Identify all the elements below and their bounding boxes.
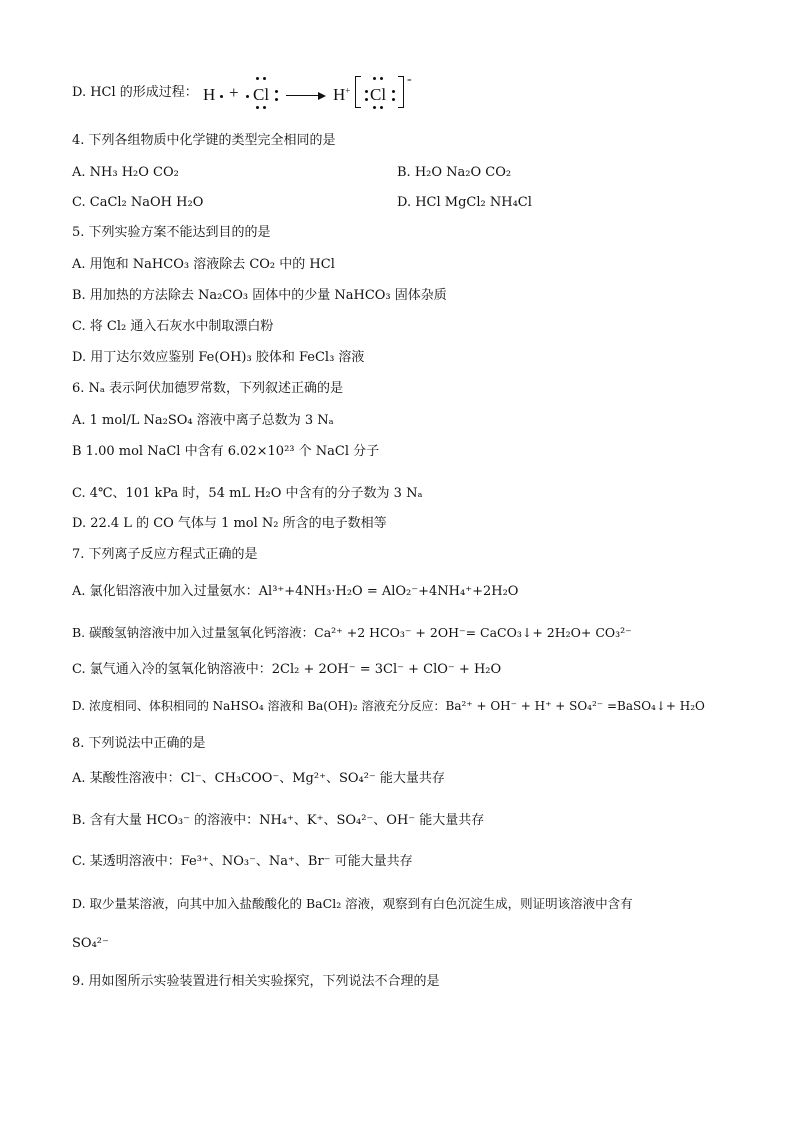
hcl-lewis-equation (200, 72, 440, 116)
q3-option-d-label: D. HCl 的形成过程： (72, 85, 198, 100)
q5-option-c: C. 将 Cl₂ 通入石灰水中制取漂白粉 (72, 319, 274, 334)
q4-option-c: C. CaCl₂ NaOH H₂O (72, 195, 204, 210)
left-bracket (355, 76, 361, 108)
q8-option-d-line1: D. 取少量某溶液，向其中加入盐酸酸化的 BaCl₂ 溶液，观察到有白色沉淀生成，则证明该溶液中含有 (72, 896, 633, 911)
q8-stem: 8. 下列说法中正确的是 (72, 736, 206, 751)
q4-stem: 4. 下列各组物质中化学键的类型完全相同的是 (72, 133, 336, 148)
cl-dot (263, 77, 266, 80)
cl-dot (263, 106, 266, 109)
cl-ion-dot (373, 77, 376, 80)
q7-option-a: A. 氯化铝溶液中加入过量氨水：Al³⁺+4NH₃·H₂O = AlO₂⁻+4NH₄⁺+2H₂O (72, 584, 519, 599)
cl-electron-dot-left (246, 95, 249, 98)
q5-option-b: B. 用加热的方法除去 Na₂CO₃ 固体中的少量 NaHCO₃ 固体杂质 (72, 288, 447, 303)
q5-option-a: A. 用饱和 NaHCO₃ 溶液除去 CO₂ 中的 HCl (72, 257, 335, 272)
plus-sign: + (229, 83, 239, 102)
cl-ion: Cl (370, 85, 387, 104)
q4-option-b: B. H₂O Na₂O CO₂ (397, 165, 512, 180)
cl-dot (256, 77, 259, 80)
q4-option-a: A. NH₃ H₂O CO₂ (72, 165, 179, 180)
q7-option-c: C. 氯气通入冷的氢氧化钠溶液中：2Cl₂ + 2OH⁻ = 3Cl⁻ + ClO⁻ + H₂O (72, 662, 502, 677)
cl-ion-dot (365, 90, 368, 93)
cl-ion-dot (392, 98, 395, 101)
q7-option-d: D. 浓度相同、体积相同的 NaHSO₄ 溶液和 Ba(OH)₂ 溶液充分反应：Ba²⁺ + OH⁻ + H⁺ + SO₄²⁻ =BaSO₄↓+ H₂O (72, 699, 705, 713)
q5-stem: 5. 下列实验方案不能达到目的的是 (72, 225, 271, 240)
cl-ion-dot (380, 106, 383, 109)
cl-atom: Cl (253, 85, 270, 104)
q6-option-a: A. 1 mol/L Na₂SO₄ 溶液中离子总数为 3 Nₐ (72, 413, 334, 428)
q9-stem: 9. 用如图所示实验装置进行相关实验探究，下列说法不合理的是 (72, 974, 440, 989)
q6-option-c: C. 4℃、101 kPa 时，54 mL H₂O 中含有的分子数为 3 Nₐ (72, 486, 423, 501)
q6-stem: 6. Nₐ 表示阿伏加德罗常数，下列叙述正确的是 (72, 381, 344, 396)
q8-option-b: B. 含有大量 HCO₃⁻ 的溶液中：NH₄⁺、K⁺、SO₄²⁻、OH⁻ 能大量共存 (72, 813, 485, 828)
q6-option-d: D. 22.4 L 的 CO 气体与 1 mol N₂ 所含的电子数相等 (72, 516, 387, 531)
reaction-arrowhead (318, 92, 326, 100)
cl-ion-dot (365, 98, 368, 101)
h-atom: H (203, 85, 216, 104)
cl-dot (275, 90, 278, 93)
h-ion: H+ (333, 85, 351, 104)
cl-ion-dot (392, 90, 395, 93)
h-electron-dot (220, 95, 223, 98)
right-bracket (398, 76, 404, 108)
cl-ion-dot (380, 77, 383, 80)
cl-dot (275, 98, 278, 101)
q8-option-c: C. 某透明溶液中：Fe³⁺、NO₃⁻、Na⁺、Br⁻ 可能大量共存 (72, 854, 413, 869)
q7-stem: 7. 下列离子反应方程式正确的是 (72, 547, 258, 562)
q5-option-d: D. 用丁达尔效应鉴别 Fe(OH)₃ 胶体和 FeCl₃ 溶液 (72, 350, 365, 365)
charge-minus: - (407, 72, 412, 87)
q7-option-b: B. 碳酸氢钠溶液中加入过量氢氧化钙溶液：Ca²⁺ +2 HCO₃⁻ + 2OH⁻= CaCO₃↓+ 2H₂O+ CO₃²⁻ (72, 625, 632, 640)
q8-option-d-line2: SO₄²⁻ (72, 936, 109, 951)
cl-dot (256, 106, 259, 109)
cl-ion-dot (373, 106, 376, 109)
reaction-arrow (286, 95, 320, 96)
q6-option-b: B 1.00 mol NaCl 中含有 6.02×10²³ 个 NaCl 分子 (72, 444, 380, 459)
q8-option-a: A. 某酸性溶液中：Cl⁻、CH₃COO⁻、Mg²⁺、SO₄²⁻ 能大量共存 (72, 771, 445, 786)
q4-option-d: D. HCl MgCl₂ NH₄Cl (397, 195, 532, 210)
